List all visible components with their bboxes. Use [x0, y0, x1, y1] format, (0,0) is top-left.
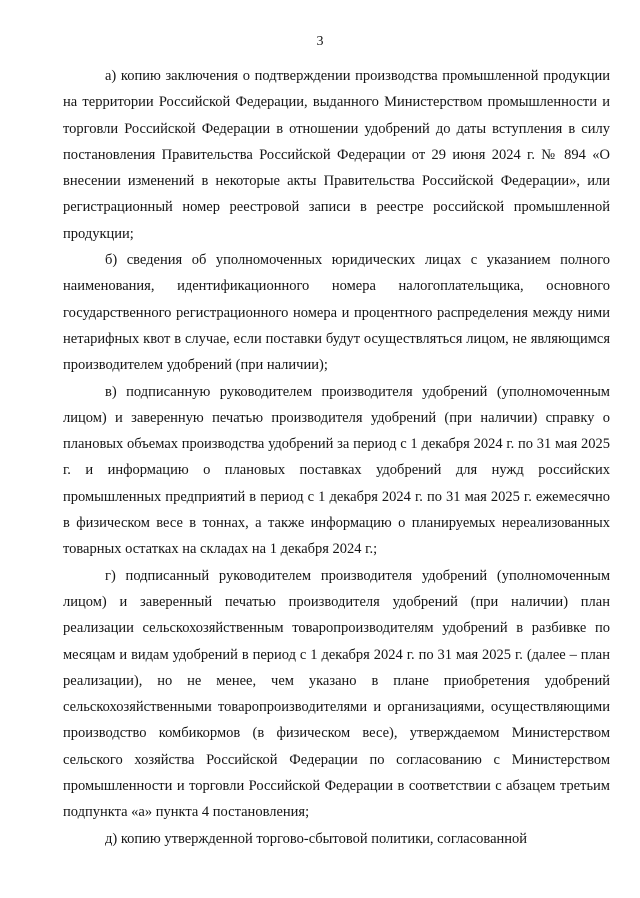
paragraph-a: а) копию заключения о подтверждении производства промышленной продукции на территории Российской Федерации, выданного Министерством промышленности и торговли Российской Федерации в отношении удобрений до даты вступления в силу постановления Правительства Российской Федерации от 29 июня 2024 г. № 894 «О внесении изменений в некоторые акты Правительства Российской Федерации», или регистрационный номер реестровой записи в реестре российской промышленной продукции;: [63, 68, 610, 242]
paragraph-g: г) подписанный руководителем производителя удобрений (уполномоченным лицом) и заверенный печатью производителя удобрений (при наличии) план реализации сельскохозяйственным товаропроизводителям удобрений в разбивке по месяцам и видам удобрений в период с 1 декабря 2024 г. по 31 мая 2025 г. (далее – план реализации), но не менее, чем указано в плане приобретения удобрений сельскохозяйственными товаропроизводителями и организациями, осуществляющими производство комбикормов (в физическом весе), утверждаемом Министерством сельского хозяйства Российской Федерации по согласованию с Министерством промышленности и торговли Российской Федерации в соответствии с абзацем третьим подпункта «а» пункта 4 постановления;: [63, 567, 610, 821]
paragraph-d: д) копию утвержденной торгово-сбытовой политики, согласованной: [105, 830, 528, 847]
document-body: [63, 63, 610, 852]
paragraph-v: в) подписанную руководителем производителя удобрений (уполномоченным лицом) и заверенную печатью производителя удобрений (при наличии) справку о плановых объемах производства удобрений за период с 1 декабря 2024 г. по 31 мая 2025 г. и информацию о плановых поставках удобрений для нужд российских промышленных предприятий в период с 1 декабря 2024 г. по 31 мая 2025 г. ежемесячно в физическом весе в тоннах, а также информацию о планируемых нереализованных товарных остатках на складах на 1 декабря 2024 г.;: [63, 383, 610, 558]
page-number: 3: [316, 34, 324, 49]
paragraph-b: б) сведения об уполномоченных юридических лицах с указанием полного наименования, идентификационного номера налогоплательщика, основного государственного регистрационного номера и процентного распределения между ними нетарифных квот в случае, если поставки будут осуществляться лицом, не являющимся производителем удобрений (при наличии);: [63, 252, 610, 374]
